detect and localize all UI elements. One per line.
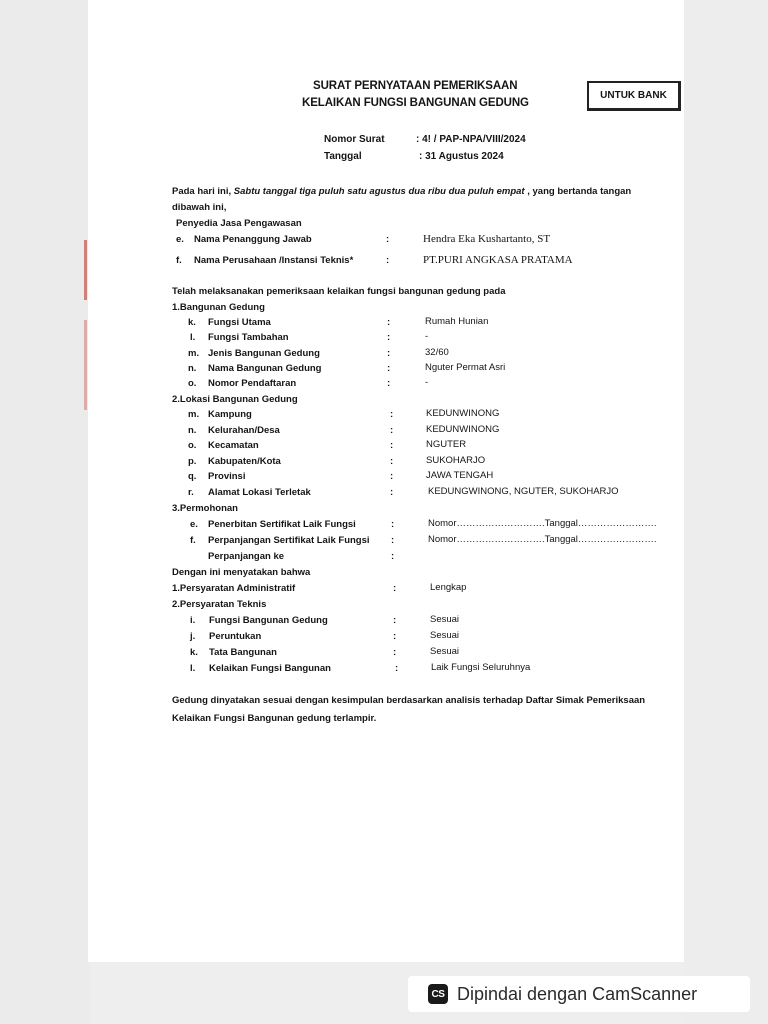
field-value: - <box>425 331 429 342</box>
field-colon: : <box>393 631 397 642</box>
provider-row-value: PT.PURI ANGKASA PRATAMA <box>423 254 573 266</box>
intro-start: Pada hari ini, <box>172 186 234 197</box>
section-heading: 3.Permohonan <box>172 503 238 514</box>
conclusion-line2: Kelaikan Fungsi Bangunan gedung terlampir. <box>172 713 377 724</box>
field-label: Tata Bangunan <box>209 647 277 658</box>
field-colon: : <box>390 440 394 451</box>
field-label: Provinsi <box>208 471 246 482</box>
nomor-surat-value: : 4! / PAP-NPA/VIII/2024 <box>416 134 526 145</box>
field-idx: o. <box>188 378 197 389</box>
field-idx: l. <box>190 663 196 674</box>
field-label: Kelaikan Fungsi Bangunan <box>209 663 331 674</box>
section-heading: 2.Persyaratan Teknis <box>172 599 267 610</box>
field-value: 32/60 <box>425 347 449 358</box>
provider-row-idx: e. <box>176 234 184 245</box>
field-idx: e. <box>190 519 198 530</box>
field-colon: : <box>391 519 395 530</box>
field-label: Kabupaten/Kota <box>208 456 281 467</box>
field-colon: : <box>387 378 391 389</box>
field-label: Perpanjangan ke <box>208 551 285 562</box>
scan-background-left <box>0 0 90 1024</box>
field-colon: : <box>393 647 397 658</box>
field-label: Kecamatan <box>208 440 259 451</box>
scan-edge-mark <box>84 320 87 410</box>
field-idx: n. <box>188 425 197 436</box>
field-value: KEDUNWINONG <box>426 424 500 435</box>
scan-background-right <box>684 0 768 1024</box>
nomor-surat-label: Nomor Surat <box>324 134 385 145</box>
field-idx: f. <box>190 535 196 546</box>
field-idx: r. <box>188 487 194 498</box>
field-value: Nomor……………………….Tanggal……………………. <box>428 518 657 529</box>
field-colon: : <box>390 471 394 482</box>
untuk-bank-box <box>587 81 681 111</box>
declaration-text: Dengan ini menyatakan bahwa <box>172 567 311 578</box>
field-colon: : <box>390 409 394 420</box>
admin-requirement-colon: : <box>393 583 397 594</box>
field-idx: j. <box>190 631 196 642</box>
field-idx: o. <box>188 440 197 451</box>
section-heading: 2.Lokasi Bangunan Gedung <box>172 394 298 405</box>
field-value: NGUTER <box>426 439 467 450</box>
field-colon: : <box>387 363 391 374</box>
field-colon: : <box>390 425 394 436</box>
field-label: Kelurahan/Desa <box>208 425 280 436</box>
field-colon: : <box>393 615 397 626</box>
inspection-statement: Telah melaksanakan pemeriksaan kelaikan fungsi bangunan gedung pada <box>172 286 506 297</box>
field-value: Rumah Hunian <box>425 316 489 327</box>
intro-line1 <box>172 186 631 197</box>
provider-heading: Penyedia Jasa Pengawasan <box>176 218 302 229</box>
camscanner-watermark-text: Dipindai dengan CamScanner <box>457 983 698 1004</box>
field-value: KEDUNGWINONG, NGUTER, SUKOHARJO <box>428 486 619 497</box>
field-label: Alamat Lokasi Terletak <box>208 487 311 498</box>
intro-end: , yang bertanda tangan <box>524 186 632 197</box>
field-value: Nguter Permat Asri <box>425 362 506 373</box>
intro-date: tanggal tiga puluh satu agustus dua ribu dua puluh empat <box>260 186 525 197</box>
field-idx: l. <box>190 332 196 343</box>
tanggal-value: : 31 Agustus 2024 <box>419 151 504 162</box>
field-value: JAWA TENGAH <box>426 470 494 481</box>
field-colon: : <box>395 663 399 674</box>
field-colon: : <box>390 487 394 498</box>
field-idx: m. <box>188 409 200 420</box>
document-title-line2: KELAIKAN FUNGSI BANGUNAN GEDUNG <box>302 97 529 109</box>
conclusion-line1: Gedung dinyatakan sesuai dengan kesimpulan berdasarkan analisis terhadap Daftar Simak Pemeriksaan <box>172 695 646 706</box>
document-page <box>88 0 684 962</box>
field-label: Jenis Bangunan Gedung <box>208 348 320 359</box>
field-label: Fungsi Tambahan <box>208 332 289 343</box>
field-value: - <box>425 377 429 388</box>
field-colon: : <box>390 456 394 467</box>
field-label: Fungsi Utama <box>208 317 271 328</box>
field-value: KEDUNWINONG <box>426 408 500 419</box>
field-idx: i. <box>190 615 196 626</box>
field-value: Sesuai <box>430 646 460 657</box>
field-value: SUKOHARJO <box>426 455 486 466</box>
field-label: Fungsi Bangunan Gedung <box>209 615 328 626</box>
tanggal-label: Tanggal <box>324 151 362 162</box>
field-value: Sesuai <box>430 630 460 641</box>
camscanner-logo-icon: CS <box>428 984 448 1004</box>
intro-line2: dibawah ini, <box>172 202 227 213</box>
field-idx: m. <box>188 348 200 359</box>
field-label: Penerbitan Sertifikat Laik Fungsi <box>208 519 356 530</box>
provider-row-colon: : <box>386 234 390 245</box>
field-label: Peruntukan <box>209 631 262 642</box>
intro-day: Sabtu <box>233 186 261 197</box>
provider-row-label: Nama Penanggung Jawab <box>194 234 312 245</box>
field-idx: n. <box>188 363 197 374</box>
field-colon: : <box>387 348 391 359</box>
field-label: Nama Bangunan Gedung <box>208 363 322 374</box>
provider-row-value: Hendra Eka Kushartanto, ST <box>423 233 551 245</box>
field-label: Nomor Pendaftaran <box>208 378 297 389</box>
provider-row-label: Nama Perusahaan /Instansi Teknis* <box>194 255 354 266</box>
field-colon: : <box>387 332 391 343</box>
field-colon: : <box>391 551 395 562</box>
field-idx: p. <box>188 456 197 467</box>
field-idx: q. <box>188 471 197 482</box>
field-label: Perpanjangan Sertifikat Laik Fungsi <box>208 535 370 546</box>
provider-row-idx: f. <box>176 255 182 266</box>
field-value: Laik Fungsi Seluruhnya <box>431 662 531 673</box>
field-idx: k. <box>188 317 196 328</box>
provider-row-colon: : <box>386 255 390 266</box>
field-value: Nomor……………………….Tanggal……………………. <box>428 534 657 545</box>
field-value: Sesuai <box>430 614 460 625</box>
field-colon: : <box>391 535 395 546</box>
untuk-bank-label: UNTUK BANK <box>600 90 667 101</box>
admin-requirement-label: 1.Persyaratan Administratif <box>172 583 296 594</box>
admin-requirement-value: Lengkap <box>430 582 467 593</box>
section-heading: 1.Bangunan Gedung <box>172 302 265 313</box>
field-idx: k. <box>190 647 198 658</box>
scan-edge-mark <box>84 240 87 300</box>
camscanner-watermark <box>408 976 750 1012</box>
field-colon: : <box>387 317 391 328</box>
document-title-line1: SURAT PERNYATAAN PEMERIKSAAN <box>313 80 518 92</box>
field-label: Kampung <box>208 409 252 420</box>
